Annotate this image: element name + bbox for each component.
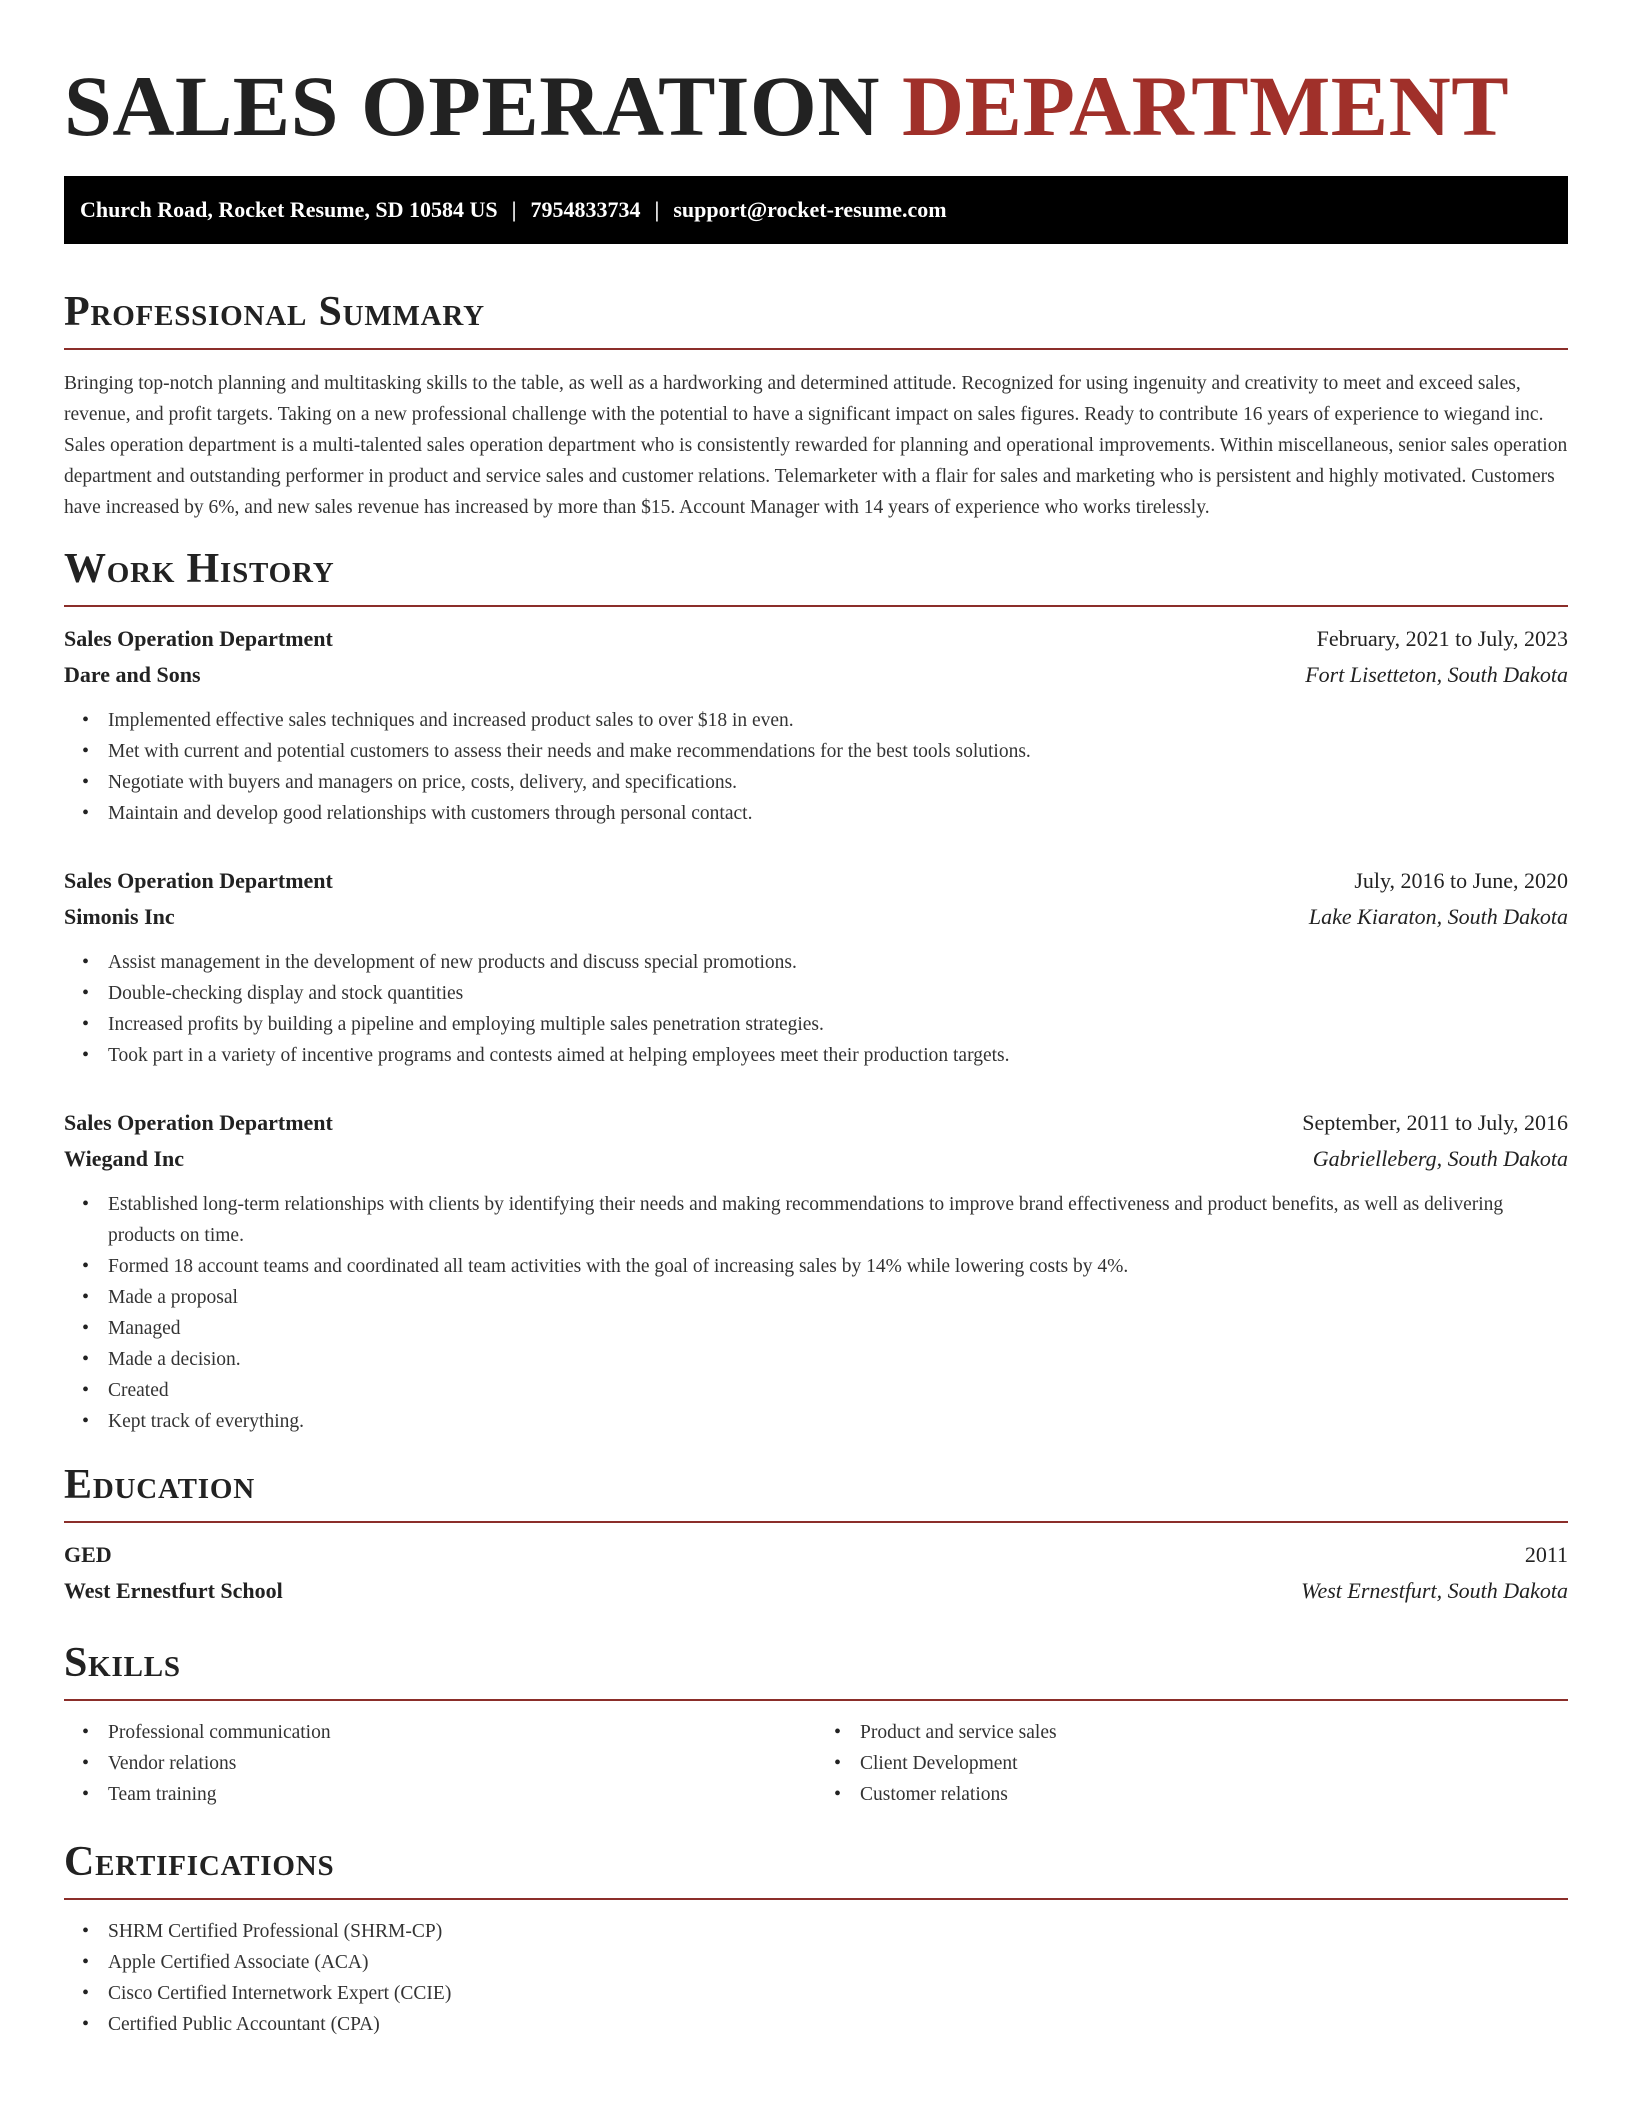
summary-text: Bringing top-notch planning and multitasking skills to the table, as well as a hardworking and determined attitude. Recognized for using ingenuity and creativity to meet and exceed sales, revenue, and profit targets. Taking on a new professional challenge with the potential to have a significant impact on sales figures. Ready to contribute 16 years of experience to wiegand inc. Sales operation department is a multi-talented sales operation department who is consistently rewarded for planning and operational improvements. Within miscellaneous, senior sales operation department and outstanding performer in product and service sales and customer relations. Telemarketer with a flair for sales and marketing who is persistent and highly motivated. Customers have increased by 6%, and new sales revenue has increased by more than $15. Account Manager with 14 years of experience who works tirelessly. <box>64 373 1568 518</box>
list-item: • Product and service sales <box>860 1717 1568 1748</box>
resume-page <box>64 0 1568 2040</box>
contact-bar <box>64 176 1568 244</box>
contact-separator: | <box>654 197 660 222</box>
list-item: • Took part in a variety of incentive programs and contests aimed at helping employees meet their production targets. <box>108 1040 1568 1071</box>
list-item: • Increased profits by building a pipeline and employing multiple sales penetration strategies. <box>108 1009 1568 1040</box>
list-item: • Assist management in the development of new products and discuss special promotions. <box>108 947 1568 978</box>
job-company: Wiegand Inc <box>64 1146 185 1171</box>
list-item: • Apple Certified Associate (ACA) <box>108 1947 1568 1978</box>
list-item: • Established long-term relationships with clients by identifying their needs and making recommendations to improve brand effectiveness and product benefits, as well as delivering products on time. <box>108 1189 1568 1251</box>
education-school-row <box>64 1573 1568 1609</box>
name-first: SALES OPERATION <box>64 58 880 154</box>
section-title-work-history: Work History <box>64 546 335 592</box>
list-item: • Formed 18 account teams and coordinated all team activities with the goal of increasing sales by 14% while lowering costs by 4%. <box>108 1251 1568 1282</box>
list-item: • Team training <box>108 1779 816 1810</box>
list-item: • Vendor relations <box>108 1748 816 1779</box>
section-title-summary: Professional Summary <box>64 289 485 335</box>
list-item: • Created <box>108 1375 1568 1406</box>
list-item: • Made a proposal <box>108 1282 1568 1313</box>
list-item: • Kept track of everything. <box>108 1406 1568 1437</box>
list-item: • Implemented effective sales techniques and increased product sales to over $18 in even. <box>108 705 1568 736</box>
contact-email: support@rocket-resume.com <box>673 197 947 222</box>
list-item: • Met with current and potential customers to assess their needs and make recommendations for the best tools solutions. <box>108 736 1568 767</box>
contact-separator: | <box>511 197 517 222</box>
job-company: Dare and Sons <box>64 662 201 687</box>
education-header-row <box>64 1537 1568 1573</box>
section-divider <box>64 1699 1568 1701</box>
job-entry <box>64 1105 1568 1437</box>
job-location: Fort Lisetteton, South Dakota <box>1305 662 1568 687</box>
job-company-row <box>64 899 1568 935</box>
education-school: West Ernestfurt School <box>64 1578 283 1603</box>
section-title-certifications: Certifications <box>64 1839 335 1885</box>
certifications-list <box>64 1916 1568 2040</box>
job-header-row <box>64 1105 1568 1141</box>
list-item: • Client Development <box>860 1748 1568 1779</box>
job-bullets <box>64 705 1568 829</box>
section-divider <box>64 605 1568 607</box>
work-history-section <box>64 545 1568 1437</box>
list-item: • SHRM Certified Professional (SHRM-CP) <box>108 1916 1568 1947</box>
education-year: 2011 <box>1524 1542 1568 1567</box>
list-item: • Professional communication <box>108 1717 816 1748</box>
job-role: Sales Operation Department <box>64 868 333 893</box>
list-item: • Cisco Certified Internetwork Expert (CCIE) <box>108 1978 1568 2009</box>
job-dates: September, 2011 to July, 2016 <box>1302 1110 1568 1135</box>
list-item: • Customer relations <box>860 1779 1568 1810</box>
job-location: Gabrielleberg, South Dakota <box>1312 1146 1568 1171</box>
job-header-row <box>64 863 1568 899</box>
resume-name <box>64 0 1568 163</box>
certifications-section <box>64 1838 1568 2040</box>
contact-phone: 7954833734 <box>530 197 641 222</box>
list-item: • Certified Public Accountant (CPA) <box>108 2009 1568 2040</box>
list-item: • Managed <box>108 1313 1568 1344</box>
education-entry <box>64 1537 1568 1609</box>
name-last: DEPARTMENT <box>901 58 1510 154</box>
education-location: West Ernestfurt, South Dakota <box>1301 1578 1568 1603</box>
list-item: • Double-checking display and stock quantities <box>108 978 1568 1009</box>
section-divider <box>64 1898 1568 1900</box>
education-degree: GED <box>64 1542 112 1567</box>
education-section <box>64 1461 1568 1609</box>
job-header-row <box>64 621 1568 657</box>
skills-list-right <box>816 1717 1568 1810</box>
summary-section <box>64 288 1568 523</box>
job-dates: July, 2016 to June, 2020 <box>1354 868 1568 893</box>
job-company: Simonis Inc <box>64 904 175 929</box>
section-divider <box>64 1521 1568 1523</box>
job-entry <box>64 863 1568 1071</box>
job-dates: February, 2021 to July, 2023 <box>1316 626 1568 651</box>
skills-section <box>64 1639 1568 1810</box>
section-divider <box>64 348 1568 350</box>
job-role: Sales Operation Department <box>64 1110 333 1135</box>
list-item: • Made a decision. <box>108 1344 1568 1375</box>
section-title-education: Education <box>64 1462 255 1508</box>
job-location: Lake Kiaraton, South Dakota <box>1308 904 1568 929</box>
list-item: • Negotiate with buyers and managers on price, costs, delivery, and specifications. <box>108 767 1568 798</box>
job-entry <box>64 621 1568 829</box>
skills-columns <box>64 1717 1568 1810</box>
job-company-row <box>64 1141 1568 1177</box>
contact-address: Church Road, Rocket Resume, SD 10584 US <box>80 197 498 222</box>
job-bullets <box>64 1189 1568 1437</box>
skills-list-left <box>64 1717 816 1810</box>
job-role: Sales Operation Department <box>64 626 333 651</box>
list-item: • Maintain and develop good relationships with customers through personal contact. <box>108 798 1568 829</box>
job-bullets <box>64 947 1568 1071</box>
job-company-row <box>64 657 1568 693</box>
section-title-skills: Skills <box>64 1640 181 1686</box>
